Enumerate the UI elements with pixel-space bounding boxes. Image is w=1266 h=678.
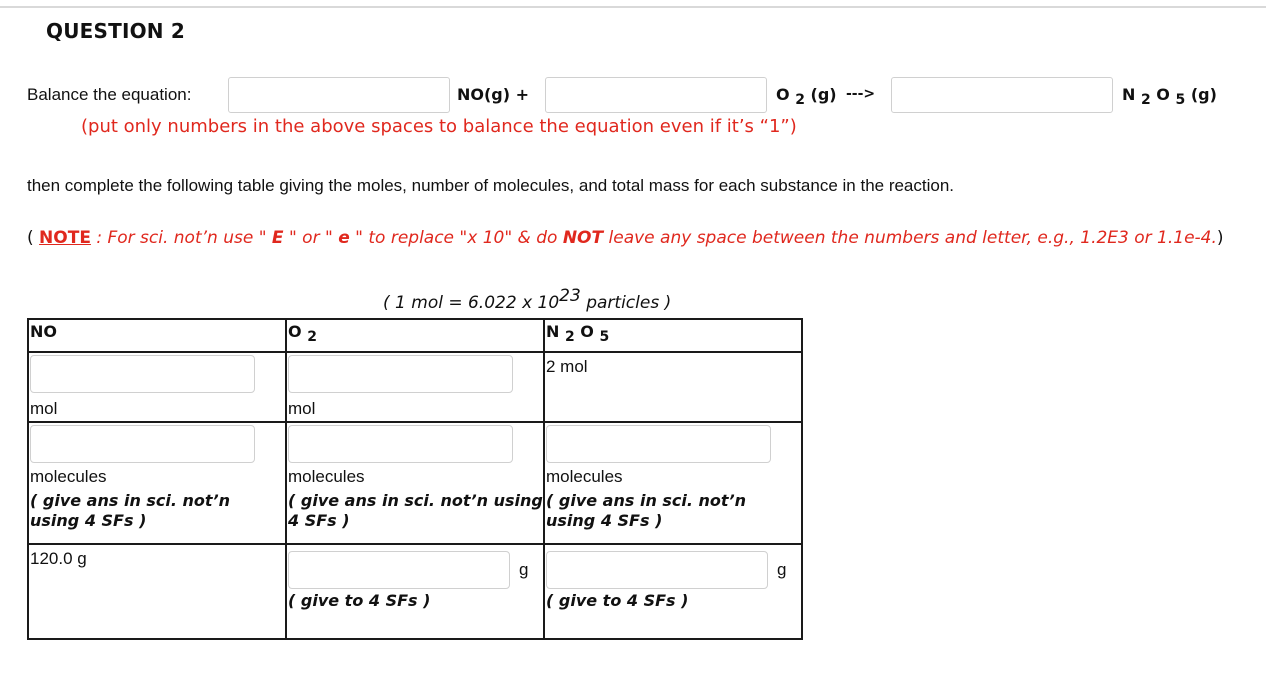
molecules-row [28,422,802,544]
o2-moles-unit: mol [288,399,316,418]
top-divider [0,6,1266,8]
n2o5-molecules-hint: ( give ans in sci. not’n using 4 SFs ) [546,491,747,530]
n2o5-moles-value: 2 mol [546,357,588,376]
moles-row [28,352,802,422]
species-o2: O $_2$ (g) [776,85,837,108]
o2-mass-unit: g [519,560,529,579]
no-moles-unit: mol [30,399,58,418]
n2o5-mass-hint: ( give to 4 SFs ) [546,591,689,610]
table-instruction: then complete the following table giving the moles, number of molecules, and total mass for each substance in the reaction. [27,176,955,195]
species-n2o5: N $_2$ O $_5$ (g) [1122,85,1217,108]
mass-row [28,544,802,639]
o2-coefficient-input[interactable] [545,77,767,113]
sci-notation-note: ( NOTE : For sci. not’n use " E " or " e " to replace "x 10" & do NOT leave any space between the numbers and letter, e.g., 1.2E3 or 1.1e-4.) [27,228,1224,248]
n2o5-coefficient-input[interactable] [891,77,1113,113]
o2-mass-input[interactable] [288,551,510,589]
no-moles-cell [28,352,286,422]
n2o5-mass-cell [544,544,802,639]
n2o5-mass-unit: g [777,560,787,579]
question-title: QUESTION 2 [46,19,186,43]
no-mass-cell [28,544,286,639]
o2-molecules-cell [286,422,544,544]
no-moles-input[interactable] [30,355,255,393]
header-row [28,319,802,352]
header-o2: O $_2$ [286,319,544,352]
avogadro-note: ( 1 mol = 6.022 x $10^{23}$ particles ) [383,286,672,313]
reaction-arrow: ---> [846,86,876,102]
equation-prompt: Balance the equation: [27,85,192,104]
no-molecules-hint: ( give ans in sci. not’n using 4 SFs ) [30,491,231,530]
n2o5-molecules-input[interactable] [546,425,771,463]
o2-moles-input[interactable] [288,355,513,393]
header-n2o5: N $_2$ O $_5$ [544,319,802,352]
stoichiometry-table [27,318,803,640]
n2o5-molecules-unit: molecules [546,467,623,486]
species-no: NO(g) + [457,85,530,104]
o2-molecules-unit: molecules [288,467,365,486]
o2-molecules-hint: ( give ans in sci. not’n using 4 SFs ) [288,491,543,530]
no-molecules-input[interactable] [30,425,255,463]
header-no: NO [28,319,286,352]
o2-moles-cell [286,352,544,422]
o2-molecules-input[interactable] [288,425,513,463]
o2-mass-hint: ( give to 4 SFs ) [288,591,431,610]
no-coefficient-input[interactable] [228,77,450,113]
no-mass-value: 120.0 g [30,549,87,568]
o2-mass-cell [286,544,544,639]
no-molecules-cell [28,422,286,544]
no-molecules-unit: molecules [30,467,107,486]
balance-instruction: (put only numbers in the above spaces to balance the equation even if it’s “1”) [81,116,797,137]
n2o5-mass-input[interactable] [546,551,768,589]
n2o5-molecules-cell [544,422,802,544]
n2o5-moles-cell [544,352,802,422]
